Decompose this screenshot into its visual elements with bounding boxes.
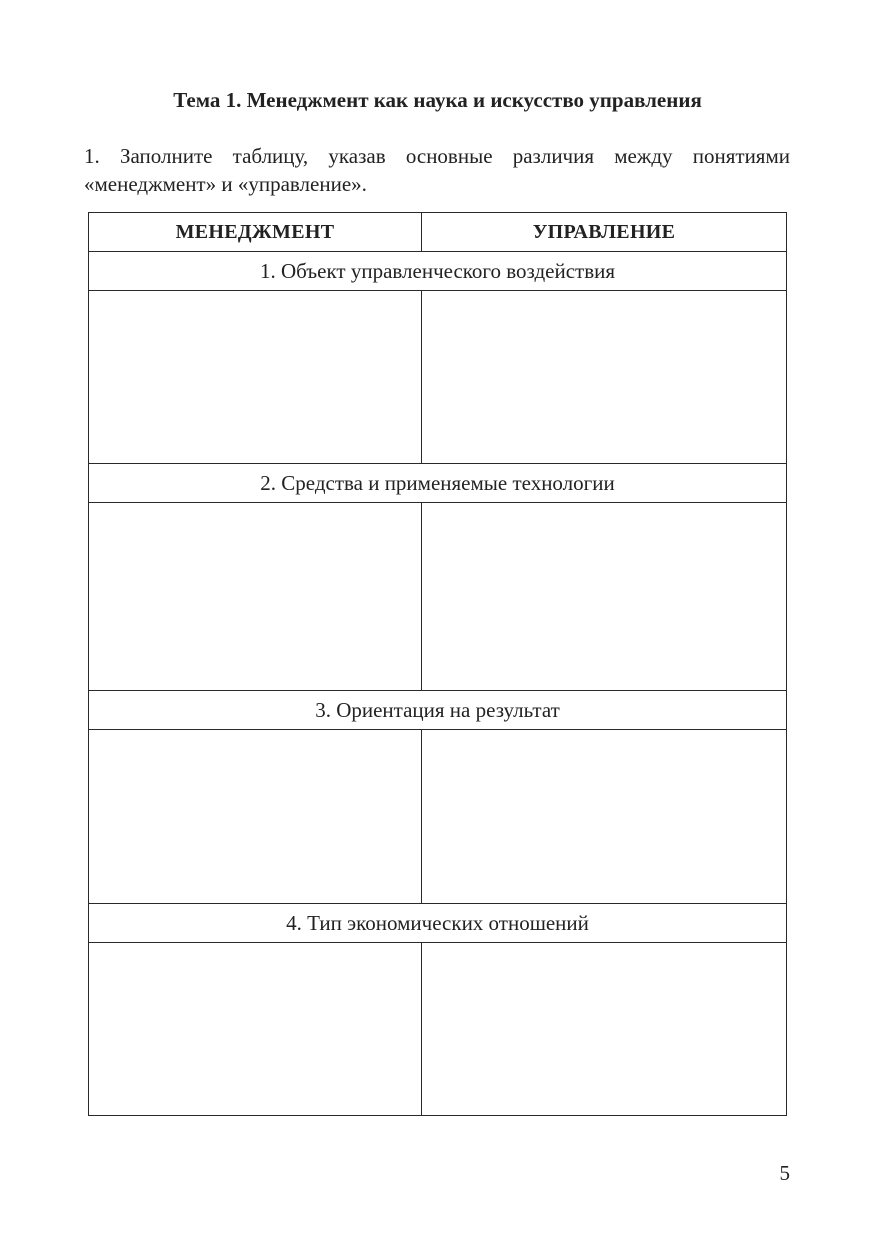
section-row xyxy=(89,252,787,291)
answer-cell-administration-3[interactable] xyxy=(422,730,787,904)
table-header-row xyxy=(89,213,787,252)
answer-row xyxy=(89,943,787,1116)
task-instruction xyxy=(84,142,790,198)
section-row xyxy=(89,464,787,503)
answer-row xyxy=(89,291,787,464)
section-row xyxy=(89,904,787,943)
page-title: Тема 1. Менеджмент как наука и искусство управления xyxy=(173,88,702,112)
section-row xyxy=(89,691,787,730)
section-heading-4: 4. Тип экономических отношений xyxy=(89,904,787,943)
answer-row xyxy=(89,503,787,691)
comparison-table xyxy=(88,212,787,1116)
task-instruction-line-1: 1. Заполните таблицу, указав основные различия между понятиями xyxy=(84,144,790,168)
answer-cell-management-2[interactable] xyxy=(89,503,422,691)
section-heading-3: 3. Ориентация на результат xyxy=(89,691,787,730)
answer-cell-management-3[interactable] xyxy=(89,730,422,904)
answer-row xyxy=(89,730,787,904)
column-header-management: МЕНЕДЖМЕНТ xyxy=(89,213,422,252)
task-instruction-line-2: «менеджмент» и «управление». xyxy=(84,172,367,196)
section-heading-1: 1. Объект управленческого воздействия xyxy=(89,252,787,291)
column-header-administration: УПРАВЛЕНИЕ xyxy=(422,213,787,252)
page-number: 5 xyxy=(779,1161,790,1185)
answer-cell-management-1[interactable] xyxy=(89,291,422,464)
answer-cell-administration-4[interactable] xyxy=(422,943,787,1116)
answer-cell-administration-2[interactable] xyxy=(422,503,787,691)
section-heading-2: 2. Средства и применяемые технологии xyxy=(89,464,787,503)
answer-cell-management-4[interactable] xyxy=(89,943,422,1116)
answer-cell-administration-1[interactable] xyxy=(422,291,787,464)
